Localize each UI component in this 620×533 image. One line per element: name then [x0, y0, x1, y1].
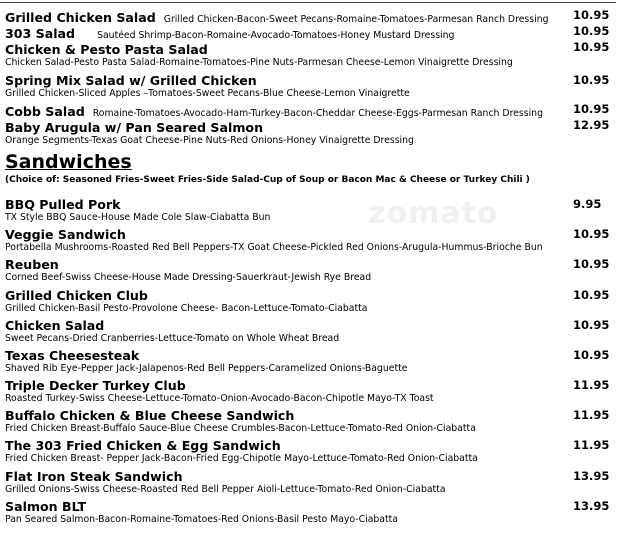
- menu-item: [5, 375, 617, 406]
- menu-item: [5, 405, 617, 436]
- menu-item: [5, 70, 617, 101]
- item-description: Chicken Salad-Pesto Pasta Salad-Romaine-Tomatoes-Pine Nuts-Parmesan Cheese-Lemon Vinaigrette Dressing: [5, 57, 513, 68]
- item-description: Grilled Chicken-Sliced Apples –Tomatoes-Sweet Pecans-Blue Cheese-Lemon Vinaigrette: [5, 88, 410, 99]
- item-price: 10.95: [573, 318, 610, 332]
- item-price: 13.95: [573, 499, 610, 513]
- item-description: Grilled Chicken-Bacon-Sweet Pecans-Romaine-Tomatoes-Parmesan Ranch Dressing: [163, 14, 549, 25]
- item-description: TX Style BBQ Sauce-House Made Cole Slaw-Ciabatta Bun: [5, 212, 271, 223]
- menu-item: [5, 224, 617, 255]
- item-price: 10.95: [573, 24, 610, 38]
- item-price: 9.95: [573, 197, 602, 211]
- item-price: 10.95: [573, 288, 610, 302]
- item-description: Grilled Chicken-Basil Pesto-Provolone Cheese- Bacon-Lettuce-Tomato-Ciabatta: [5, 303, 368, 314]
- section-title: Sandwiches: [5, 151, 132, 173]
- item-name: Chicken & Pesto Pasta Salad: [5, 42, 208, 57]
- item-description: Portabella Mushrooms-Roasted Red Bell Peppers-TX Goat Cheese-Pickled Red Onions-Arugula-Hummus-Brioche Bun: [5, 242, 543, 253]
- item-description: Romaine-Tomatoes-Avocado-Ham-Turkey-Bacon-Cheddar Cheese-Eggs-Parmesan Ranch Dressing: [92, 108, 543, 119]
- item-description: Corned Beef-Swiss Cheese-House Made Dressing-Sauerkraut-Jewish Rye Bread: [5, 272, 372, 283]
- item-price: 11.95: [573, 378, 610, 392]
- menu-item: [5, 194, 617, 225]
- item-name: Spring Mix Salad w/ Grilled Chicken: [5, 73, 257, 88]
- item-price: 10.95: [573, 8, 610, 22]
- item-name: The 303 Fried Chicken & Egg Sandwich: [5, 438, 281, 453]
- watermark: zomato: [368, 196, 499, 231]
- item-price: 10.95: [573, 227, 610, 241]
- menu-item: [5, 285, 617, 316]
- item-name: Flat Iron Steak Sandwich: [5, 469, 183, 484]
- menu-item: [5, 39, 617, 70]
- item-name: Triple Decker Turkey Club: [5, 378, 186, 393]
- item-name: Grilled Chicken Salad: [5, 10, 156, 25]
- item-description: Orange Segments-Texas Goat Cheese-Pine Nuts-Red Onions-Honey Vinaigrette Dressing: [5, 135, 414, 146]
- item-name: 303 Salad: [5, 26, 76, 41]
- item-price: 10.95: [573, 257, 610, 271]
- item-name: Chicken Salad: [5, 318, 105, 333]
- item-price: 10.95: [573, 102, 610, 116]
- menu-item: [5, 254, 617, 285]
- item-price: 10.95: [573, 40, 610, 54]
- item-name: Cobb Salad: [5, 104, 85, 119]
- item-price: 11.95: [573, 438, 610, 452]
- item-price: 12.95: [573, 118, 610, 132]
- menu-item: [5, 315, 617, 346]
- item-price: 10.95: [573, 73, 610, 87]
- item-name: Buffalo Chicken & Blue Cheese Sandwich: [5, 408, 295, 423]
- item-description: Fried Chicken Breast-Buffalo Sauce-Blue Cheese Crumbles-Bacon-Lettuce-Tomato-Red Onion-Ciabatta: [5, 423, 476, 434]
- section-note: (Choice of: Seasoned Fries-Sweet Fries-Side Salad-Cup of Soup or Bacon Mac & Cheese or Turkey Chili ): [5, 175, 530, 185]
- item-description: Roasted Turkey-Swiss Cheese-Lettuce-Tomato-Onion-Avocado-Bacon-Chipotle Mayo-TX Toast: [5, 393, 434, 404]
- menu-item: [5, 23, 617, 39]
- item-name: Texas Cheesesteak: [5, 348, 140, 363]
- item-name: BBQ Pulled Pork: [5, 197, 121, 212]
- menu-item: [5, 117, 617, 148]
- item-name: Veggie Sandwich: [5, 227, 126, 242]
- menu-item: [5, 345, 617, 376]
- item-name: Baby Arugula w/ Pan Seared Salmon: [5, 120, 264, 135]
- item-description: Pan Seared Salmon-Bacon-Romaine-Tomatoes-Red Onions-Basil Pesto Mayo-Ciabatta: [5, 514, 398, 525]
- menu-item: [5, 7, 617, 23]
- item-name: Salmon BLT: [5, 499, 87, 514]
- item-description: Shaved Rib Eye-Pepper Jack-Jalapenos-Red Bell Peppers-Caramelized Onions-Baguette: [5, 363, 408, 374]
- menu-item: [5, 466, 617, 497]
- item-name: Grilled Chicken Club: [5, 288, 148, 303]
- item-description: Grilled Onions-Swiss Cheese-Roasted Red Bell Pepper Aioli-Lettuce-Tomato-Red Onion-Ciabatta: [5, 484, 446, 495]
- item-description: Fried Chicken Breast- Pepper Jack-Bacon-Fried Egg-Chipotle Mayo-Lettuce-Tomato-Red Onion-Ciabatta: [5, 453, 478, 464]
- item-description: Sautéed Shrimp-Bacon-Romaine-Avocado-Tomatoes-Honey Mustard Dressing: [97, 30, 455, 41]
- item-price: 11.95: [573, 408, 610, 422]
- menu-item: [5, 496, 617, 527]
- item-price: 13.95: [573, 469, 610, 483]
- top-divider: [0, 2, 616, 3]
- item-price: 10.95: [573, 348, 610, 362]
- item-name: Reuben: [5, 257, 59, 272]
- item-description: Sweet Pecans-Dried Cranberries-Lettuce-Tomato on Whole Wheat Bread: [5, 333, 340, 344]
- menu-item: [5, 101, 617, 117]
- menu-item: [5, 435, 617, 466]
